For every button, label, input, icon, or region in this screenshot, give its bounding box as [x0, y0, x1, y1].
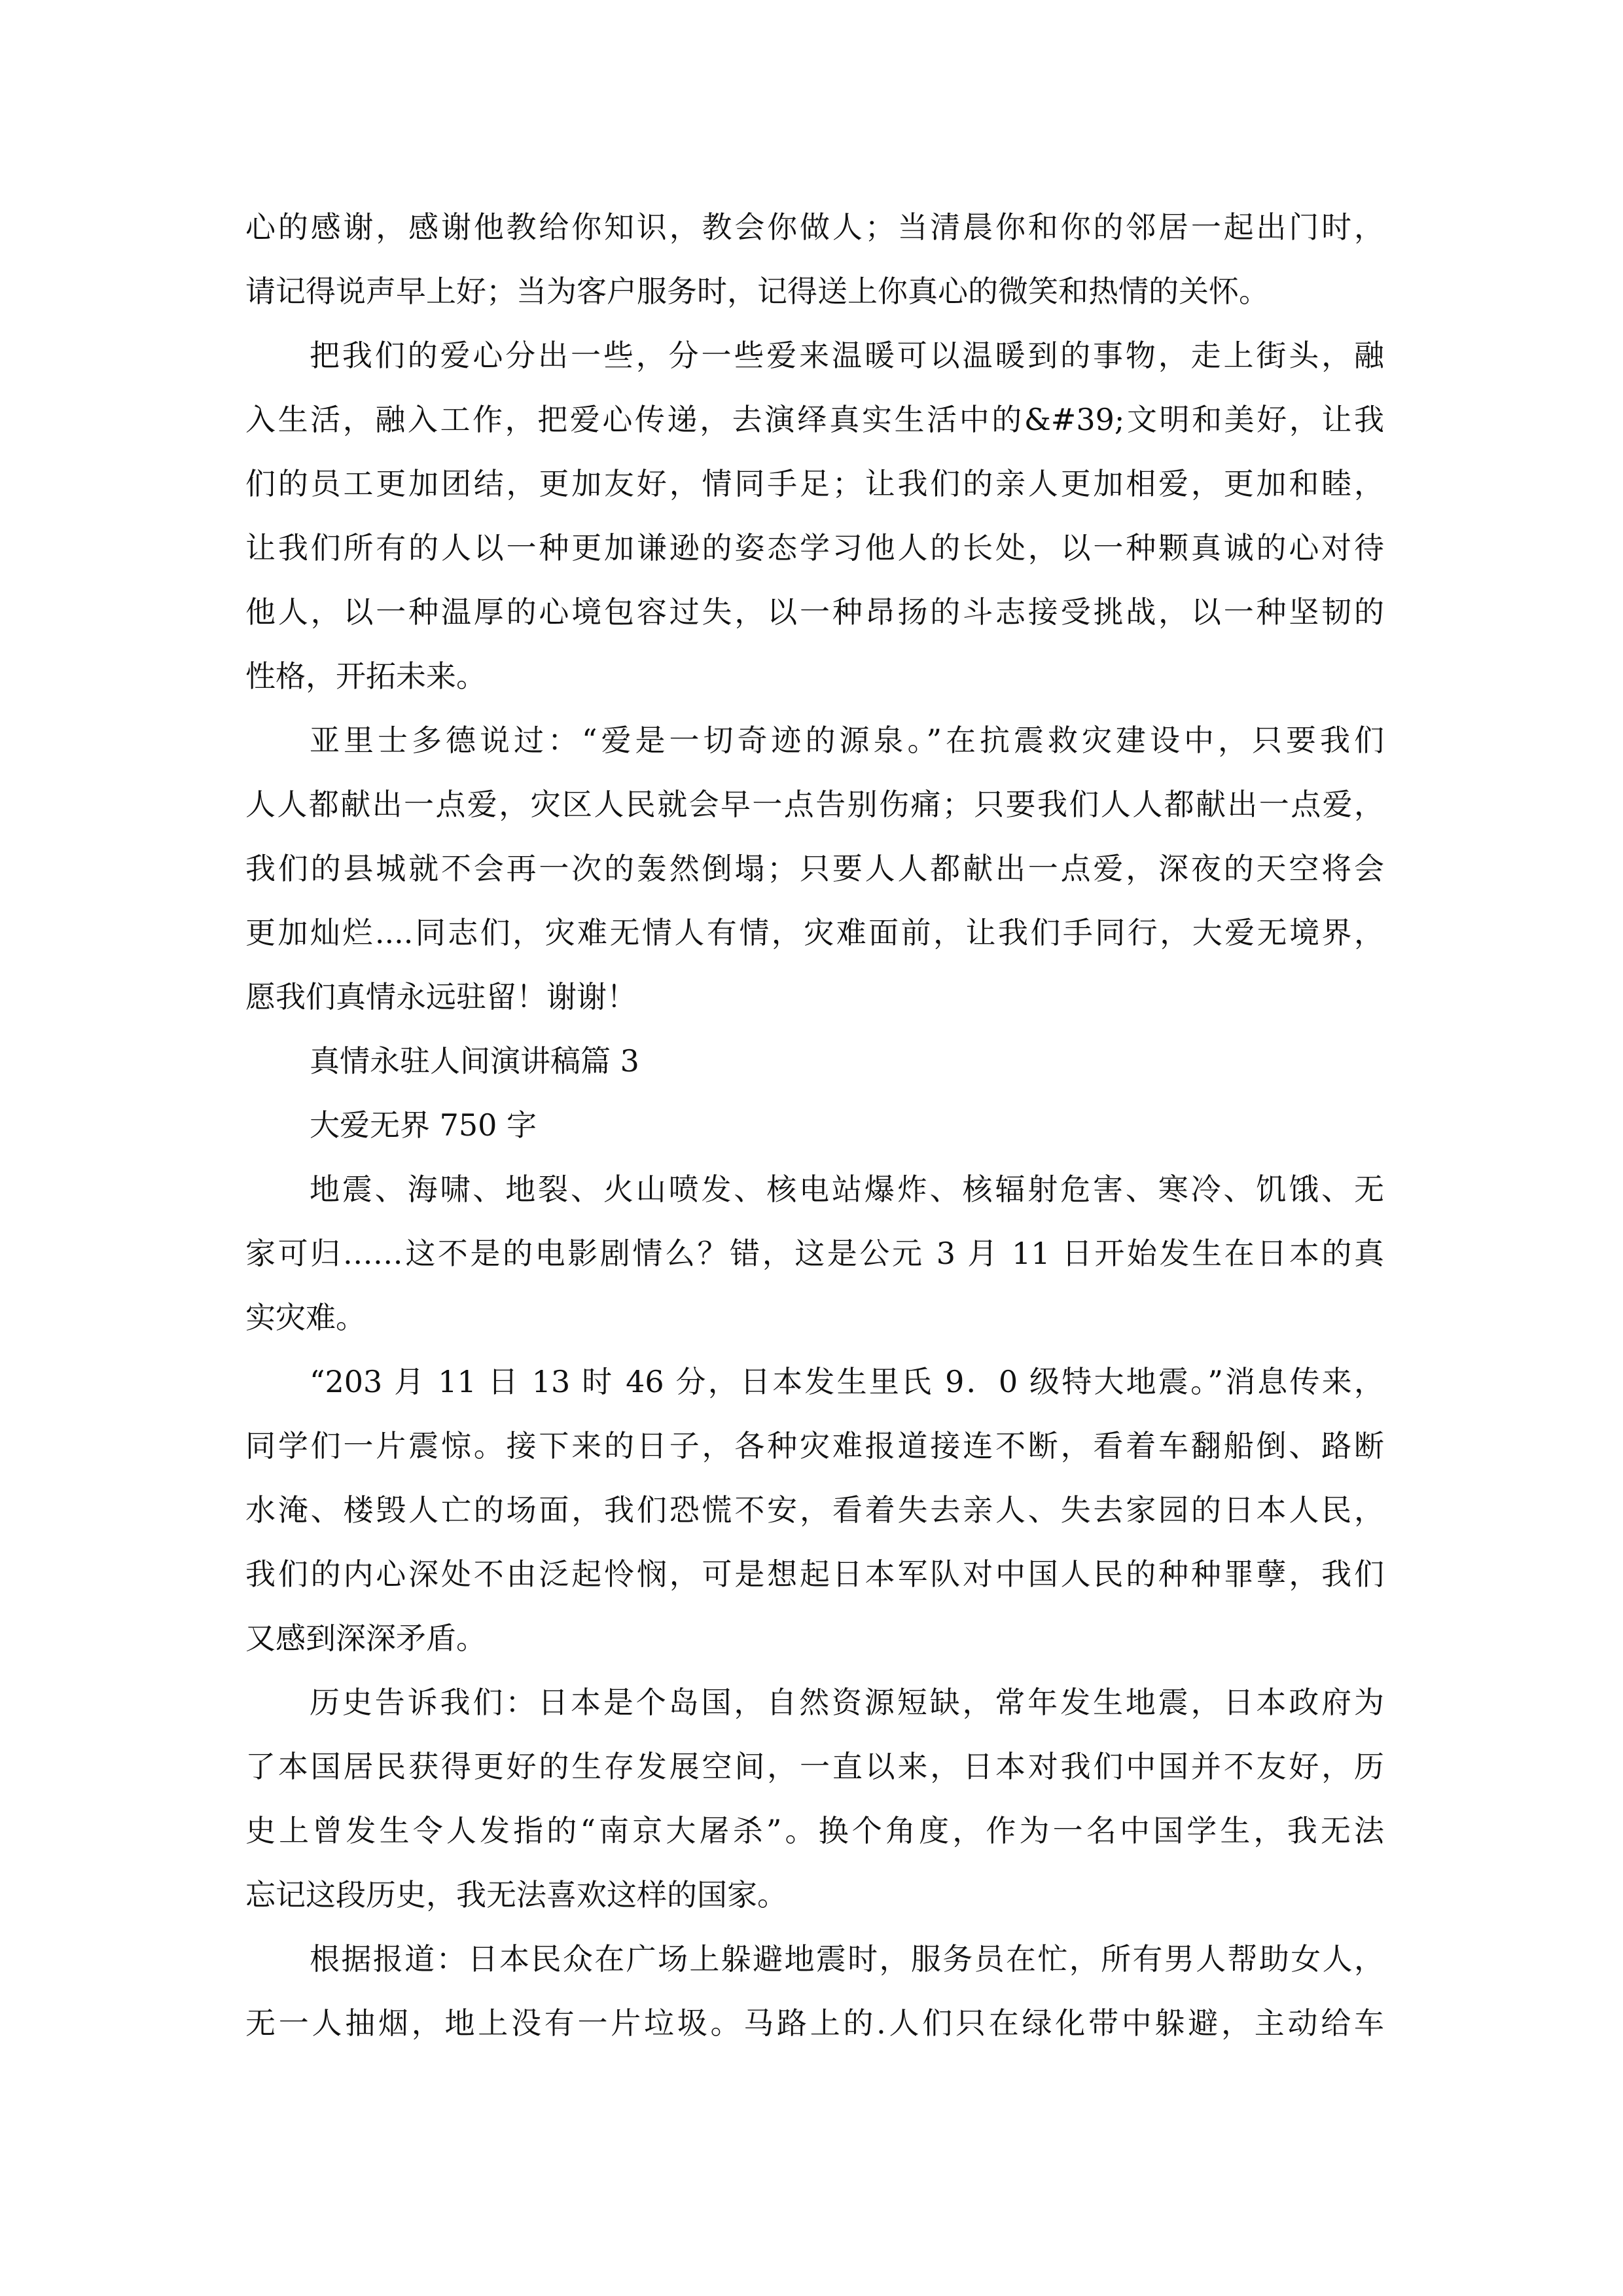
text-line: 同学们一片震惊。接下来的日子，各种灾难报道接连不断，看着车翻船倒、路断 [245, 1428, 1384, 1463]
text-line: 我们的县城就不会再一次的轰然倒塌；只要人人都献出一点爱，深夜的天空将会 [245, 851, 1384, 886]
text-line: 忘记这段历史，我无法喜欢这样的国家。 [245, 1877, 787, 1912]
text-line: 更加灿烂....同志们，灾难无情人有情，灾难面前，让我们手同行，大爱无境界， [245, 915, 1384, 950]
text-line: “203 月 11 日 13 时 46 分，日本发生里氏 9．0 级特大地震。”消息传来， [310, 1364, 1384, 1399]
text-line: 地震、海啸、地裂、火山喷发、核电站爆炸、核辐射危害、寒冷、饥饿、无 [310, 1172, 1384, 1207]
text-line: 历史告诉我们：日本是个岛国，自然资源短缺，常年发生地震，日本政府为 [310, 1685, 1384, 1720]
text-line: 人人都献出一点爱，灾区人民就会早一点告别伤痛；只要我们人人都献出一点爱， [245, 787, 1384, 822]
text-line: 入生活，融入工作，把爱心传递，去演绎真实生活中的&#39;文明和美好，让我 [245, 402, 1384, 437]
text-line: 无一人抽烟，地上没有一片垃圾。马路上的.人们只在绿化带中躲避，主动给车 [245, 2005, 1384, 2041]
text-line: 亚里士多德说过：“爱是一切奇迹的源泉。”在抗震救灾建设中，只要我们 [310, 723, 1384, 758]
section-heading: 真情永驻人间演讲稿篇 3 [310, 1043, 639, 1079]
text-line: 了本国居民获得更好的生存发展空间，一直以来，日本对我们中国并不友好，历 [245, 1749, 1384, 1784]
text-line: 又感到深深矛盾。 [245, 1621, 486, 1656]
text-line: 实灾难。 [245, 1300, 366, 1335]
text-line: 们的员工更加团结，更加友好，情同手足；让我们的亲人更加相爱，更加和睦， [245, 466, 1384, 501]
section-subheading: 大爱无界 750 字 [310, 1107, 537, 1143]
text-line: 水淹、楼毁人亡的场面，我们恐慌不安，看着失去亲人、失去家园的日本人民， [245, 1492, 1384, 1528]
text-line: 我们的内心深处不由泛起怜悯，可是想起日本军队对中国人民的种种罪孽，我们 [245, 1556, 1384, 1592]
text-line: 家可归……这不是的电影剧情么？错，这是公元 3 月 11 日开始发生在日本的真 [245, 1236, 1384, 1271]
text-line: 他人，以一种温厚的心境包容过失，以一种昂扬的斗志接受挑战，以一种坚韧的 [245, 594, 1384, 630]
text-line: 性格，开拓未来。 [245, 658, 486, 694]
text-line: 请记得说声早上好；当为客户服务时，记得送上你真心的微笑和热情的关怀。 [245, 274, 1269, 309]
text-line: 史上曾发生令人发指的“南京大屠杀”。换个角度，作为一名中国学生，我无法 [245, 1813, 1384, 1848]
text-line: 把我们的爱心分出一些，分一些爱来温暖可以温暖到的事物，走上街头，融 [310, 338, 1384, 373]
text-line: 让我们所有的人以一种更加谦逊的姿态学习他人的长处，以一种颗真诚的心对待 [245, 530, 1384, 565]
text-line: 愿我们真情永远驻留！谢谢！ [245, 979, 637, 1014]
text-line: 根据报道：日本民众在广场上躲避地震时，服务员在忙，所有男人帮助女人， [310, 1941, 1384, 1977]
text-line: 心的感谢，感谢他教给你知识，教会你做人；当清晨你和你的邻居一起出门时， [245, 209, 1384, 245]
